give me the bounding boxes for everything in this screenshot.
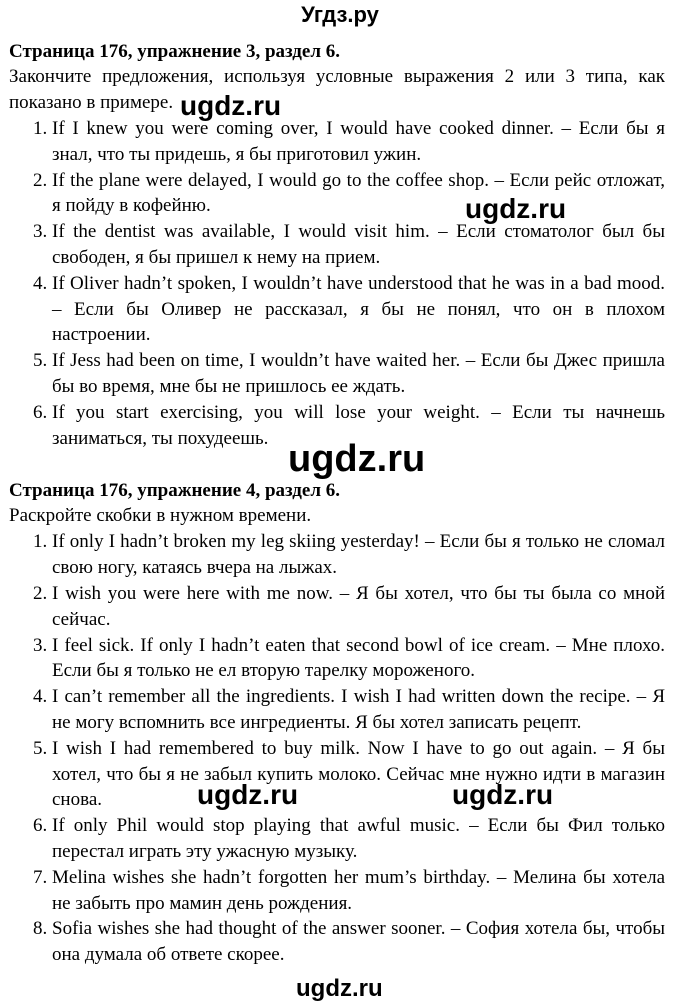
- exercise-3-section: [9, 40, 665, 451]
- item-number: 4.: [33, 272, 48, 294]
- item-number: 1.: [33, 531, 48, 553]
- list-item: [9, 865, 665, 917]
- list-item: [9, 168, 665, 220]
- answer-list: [9, 116, 665, 451]
- exercise-4-section: [9, 479, 665, 968]
- item-text: If Oliver hadn’t spoken, I wouldn’t have understood that he was in a bad mood. – Если бы Оливер не рассказал, я бы не понял, что он в плохом настроении.: [52, 272, 665, 346]
- list-item: [9, 684, 665, 736]
- item-number: 2.: [33, 582, 48, 604]
- site-title: Угдз.ру: [301, 2, 379, 27]
- item-text: I feel sick. If only I hadn’t eaten that second bowl of ice cream. – Мне плохо. Если бы я только не ел вторую тарелку мороженого.: [52, 634, 665, 682]
- item-text: If the dentist was available, I would visit him. – Если стоматолог был бы свободен, я бы пришел к нему на прием.: [52, 221, 665, 268]
- item-text: I wish I had remembered to buy milk. Now I have to go out again. – Я бы хотел, что бы я не забыл купить молоко. Сейчас мне нужно идти в магазин снова.: [52, 737, 665, 811]
- item-number: 6.: [33, 815, 48, 837]
- item-number: 3.: [33, 634, 48, 656]
- list-item: [9, 916, 665, 968]
- item-text: If only I hadn’t broken my leg skiing yesterday! – Если бы я только не сломал свою ногу, катаясь вчера на лыжах.: [52, 531, 665, 579]
- list-item: [9, 529, 665, 581]
- item-text: Melina wishes she hadn’t forgotten her mum’s birthday. – Мелина бы хотела не забыть про мамин день рождения.: [52, 866, 665, 914]
- list-item: [9, 219, 665, 271]
- item-text: If I knew you were coming over, I would have cooked dinner. – Если бы я знал, что ты придешь, я бы приготовил ужин.: [52, 118, 665, 165]
- list-item: [9, 271, 665, 348]
- answer-list: [9, 529, 665, 968]
- item-number: 2.: [33, 169, 48, 191]
- item-number: 5.: [33, 350, 48, 372]
- item-text: Sofia wishes she had thought of the answer sooner. – София хотела бы, чтобы она думала об ответе скорее.: [52, 918, 665, 966]
- section-instruction: Раскройте скобки в нужном времени.: [9, 505, 312, 527]
- section-title: Страница 176, упражнение 4, раздел 6.: [9, 480, 341, 502]
- list-item: [9, 633, 665, 685]
- item-number: 5.: [33, 737, 48, 759]
- watermark: ugdz.ru: [452, 779, 554, 810]
- watermark: ugdz.ru: [296, 975, 383, 1002]
- item-text: I can’t remember all the ingredients. I wish I had written down the recipe. – Я не могу вспомнить все ингредиенты. Я бы хотел записать рецепт.: [52, 686, 665, 733]
- item-number: 6.: [33, 401, 48, 423]
- list-item: [9, 736, 665, 813]
- item-text: If Jess had been on time, I wouldn’t have waited her. – Если бы Джес пришла бы во время, мне бы не пришлось ее ждать.: [52, 350, 665, 397]
- section-title: Страница 176, упражнение 3, раздел 6.: [9, 41, 341, 62]
- item-number: 8.: [33, 918, 48, 940]
- watermark: ugdz.ru: [288, 438, 426, 480]
- item-text: If only Phil would stop playing that awful music. – Если бы Фил только перестал играть эту ужасную музыку.: [52, 815, 665, 862]
- item-text: If the plane were delayed, I would go to the coffee shop. – Если рейс отложат, я пойду в кофейню.: [52, 169, 665, 217]
- list-item: [9, 581, 665, 633]
- item-number: 3.: [33, 221, 48, 243]
- list-item: [9, 348, 665, 400]
- watermark: ugdz.ru: [465, 193, 567, 224]
- item-text: If you start exercising, you will lose your weight. – Если ты начнешь заниматься, ты похудеешь.: [52, 401, 665, 449]
- item-number: 7.: [33, 866, 48, 888]
- watermark: ugdz.ru: [197, 779, 299, 810]
- item-number: 1.: [33, 118, 48, 139]
- section-instruction: Закончите предложения, используя условные выражения 2 или 3 типа, как показано в примере.: [9, 66, 665, 113]
- document-body: [9, 40, 665, 968]
- item-number: 4.: [33, 686, 48, 708]
- list-item: [9, 116, 665, 168]
- watermark: ugdz.ru: [180, 90, 282, 121]
- item-text: I wish you were here with me now. – Я бы хотел, что бы ты была со мной сейчас.: [52, 582, 665, 630]
- list-item: [9, 813, 665, 865]
